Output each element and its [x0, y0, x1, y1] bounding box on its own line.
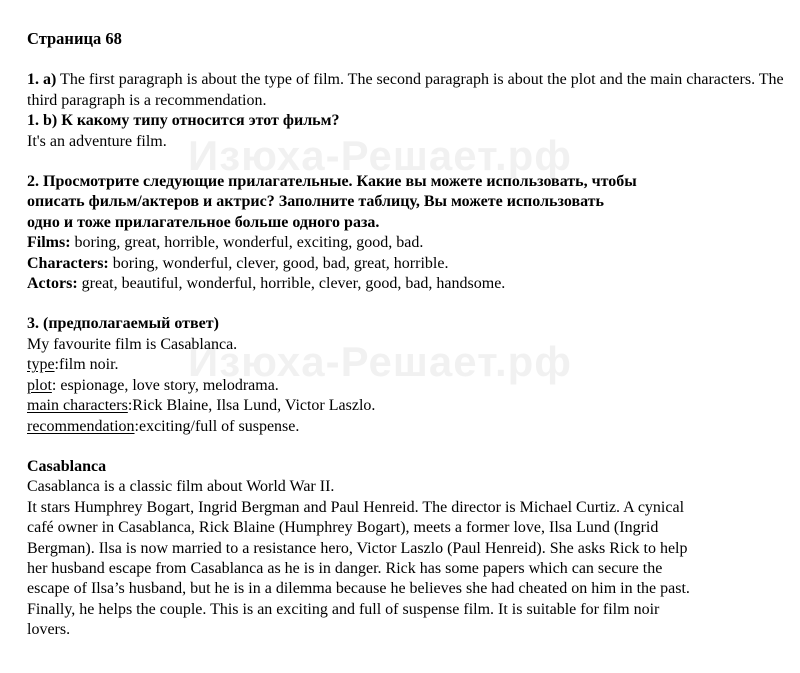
task2-question-line2: описать фильм/актеров и актрис? Заполните таблицу, Вы можете использовать: [27, 193, 604, 211]
main-characters-text: :Rick Blaine, Ilsa Lund, Victor Laszlo.: [127, 397, 376, 415]
actors-row: [27, 274, 787, 294]
task3-heading: 3. (предполагаемый ответ): [27, 315, 219, 333]
films-label: Films:: [27, 234, 71, 252]
characters-text: boring, wonderful, clever, good, bad, great, horrible.: [112, 254, 449, 272]
casablanca-heading: Casablanca: [27, 457, 107, 475]
task1-section: [27, 70, 787, 152]
actors-text: great, beautiful, wonderful, horrible, clever, good, bad, handsome.: [81, 275, 506, 293]
characters-row: [27, 254, 787, 274]
type-label: type: [27, 356, 55, 374]
task1-a-text: The first paragraph is about the type of film. The second paragraph is about the plot and the main characters. The third paragraph is a recommendation.: [27, 71, 784, 109]
task1-a: [27, 70, 787, 111]
actors-label: Actors:: [27, 275, 78, 293]
task2-question-line1: 2. Просмотрите следующие прилагательные. Какие вы можете использовать, чтобы: [27, 173, 637, 191]
casablanca-line-4: Bergman). Ilsa is now married to a resistance hero, Victor Laszlo (Paul Henreid). She asks Rick to help: [27, 539, 688, 557]
films-text: boring, great, horrible, wonderful, exciting, good, bad.: [74, 234, 424, 252]
page-title: Страница 68: [27, 29, 122, 48]
watermark-bottom: Изюха-Решает.рф: [188, 338, 573, 385]
task1-a-label: 1. a): [27, 71, 57, 89]
plot-row: [27, 376, 787, 396]
type-row: [27, 355, 787, 375]
casablanca-line-3: café owner in Casablanca, Rick Blaine (Humphrey Bogart), meets a former love, Ilsa Lund (Ingrid: [27, 519, 659, 537]
task1-b-question: 1. b) К какому типу относится этот фильм?: [27, 112, 340, 130]
task2-section: [27, 172, 787, 294]
task1-b-answer: It's an adventure film.: [27, 132, 167, 150]
casablanca-line-5: her husband escape from Casablanca as he is in danger. Rick has some papers which can secure the: [27, 559, 663, 577]
main-characters-label: main characters: [27, 397, 128, 415]
type-text: :film noir.: [54, 356, 119, 374]
recommendation-text: :exciting/full of suspense.: [134, 417, 300, 435]
casablanca-section: [27, 457, 787, 641]
casablanca-line-8: lovers.: [27, 621, 71, 639]
films-row: [27, 233, 787, 253]
recommendation-row: [27, 417, 787, 437]
casablanca-line-1: Casablanca is a classic film about World War II.: [27, 478, 335, 496]
casablanca-line-6: escape of Ilsa’s husband, but he is in a dilemma because he believes she had cheated on him in the past.: [27, 580, 690, 598]
main-characters-row: [27, 396, 787, 416]
casablanca-line-2: It stars Humphrey Bogart, Ingrid Bergman and Paul Henreid. The director is Michael Curtiz. A cynical: [27, 498, 685, 516]
task2-question-line3: одно и тоже прилагательное больше одного раза.: [27, 213, 380, 231]
plot-text: : espionage, love story, melodrama.: [51, 376, 279, 394]
watermark-top: Изюха-Решает.рф: [188, 132, 573, 179]
document-page: [27, 29, 787, 641]
task3-intro: My favourite film is Casablanca.: [27, 335, 238, 353]
recommendation-label: recommendation: [27, 417, 135, 435]
task3-section: [27, 314, 787, 436]
casablanca-line-7: Finally, he helps the couple. This is an exciting and full of suspense film. It is suitable for film noir: [27, 600, 660, 618]
plot-label: plot: [27, 376, 52, 394]
characters-label: Characters:: [27, 254, 109, 272]
